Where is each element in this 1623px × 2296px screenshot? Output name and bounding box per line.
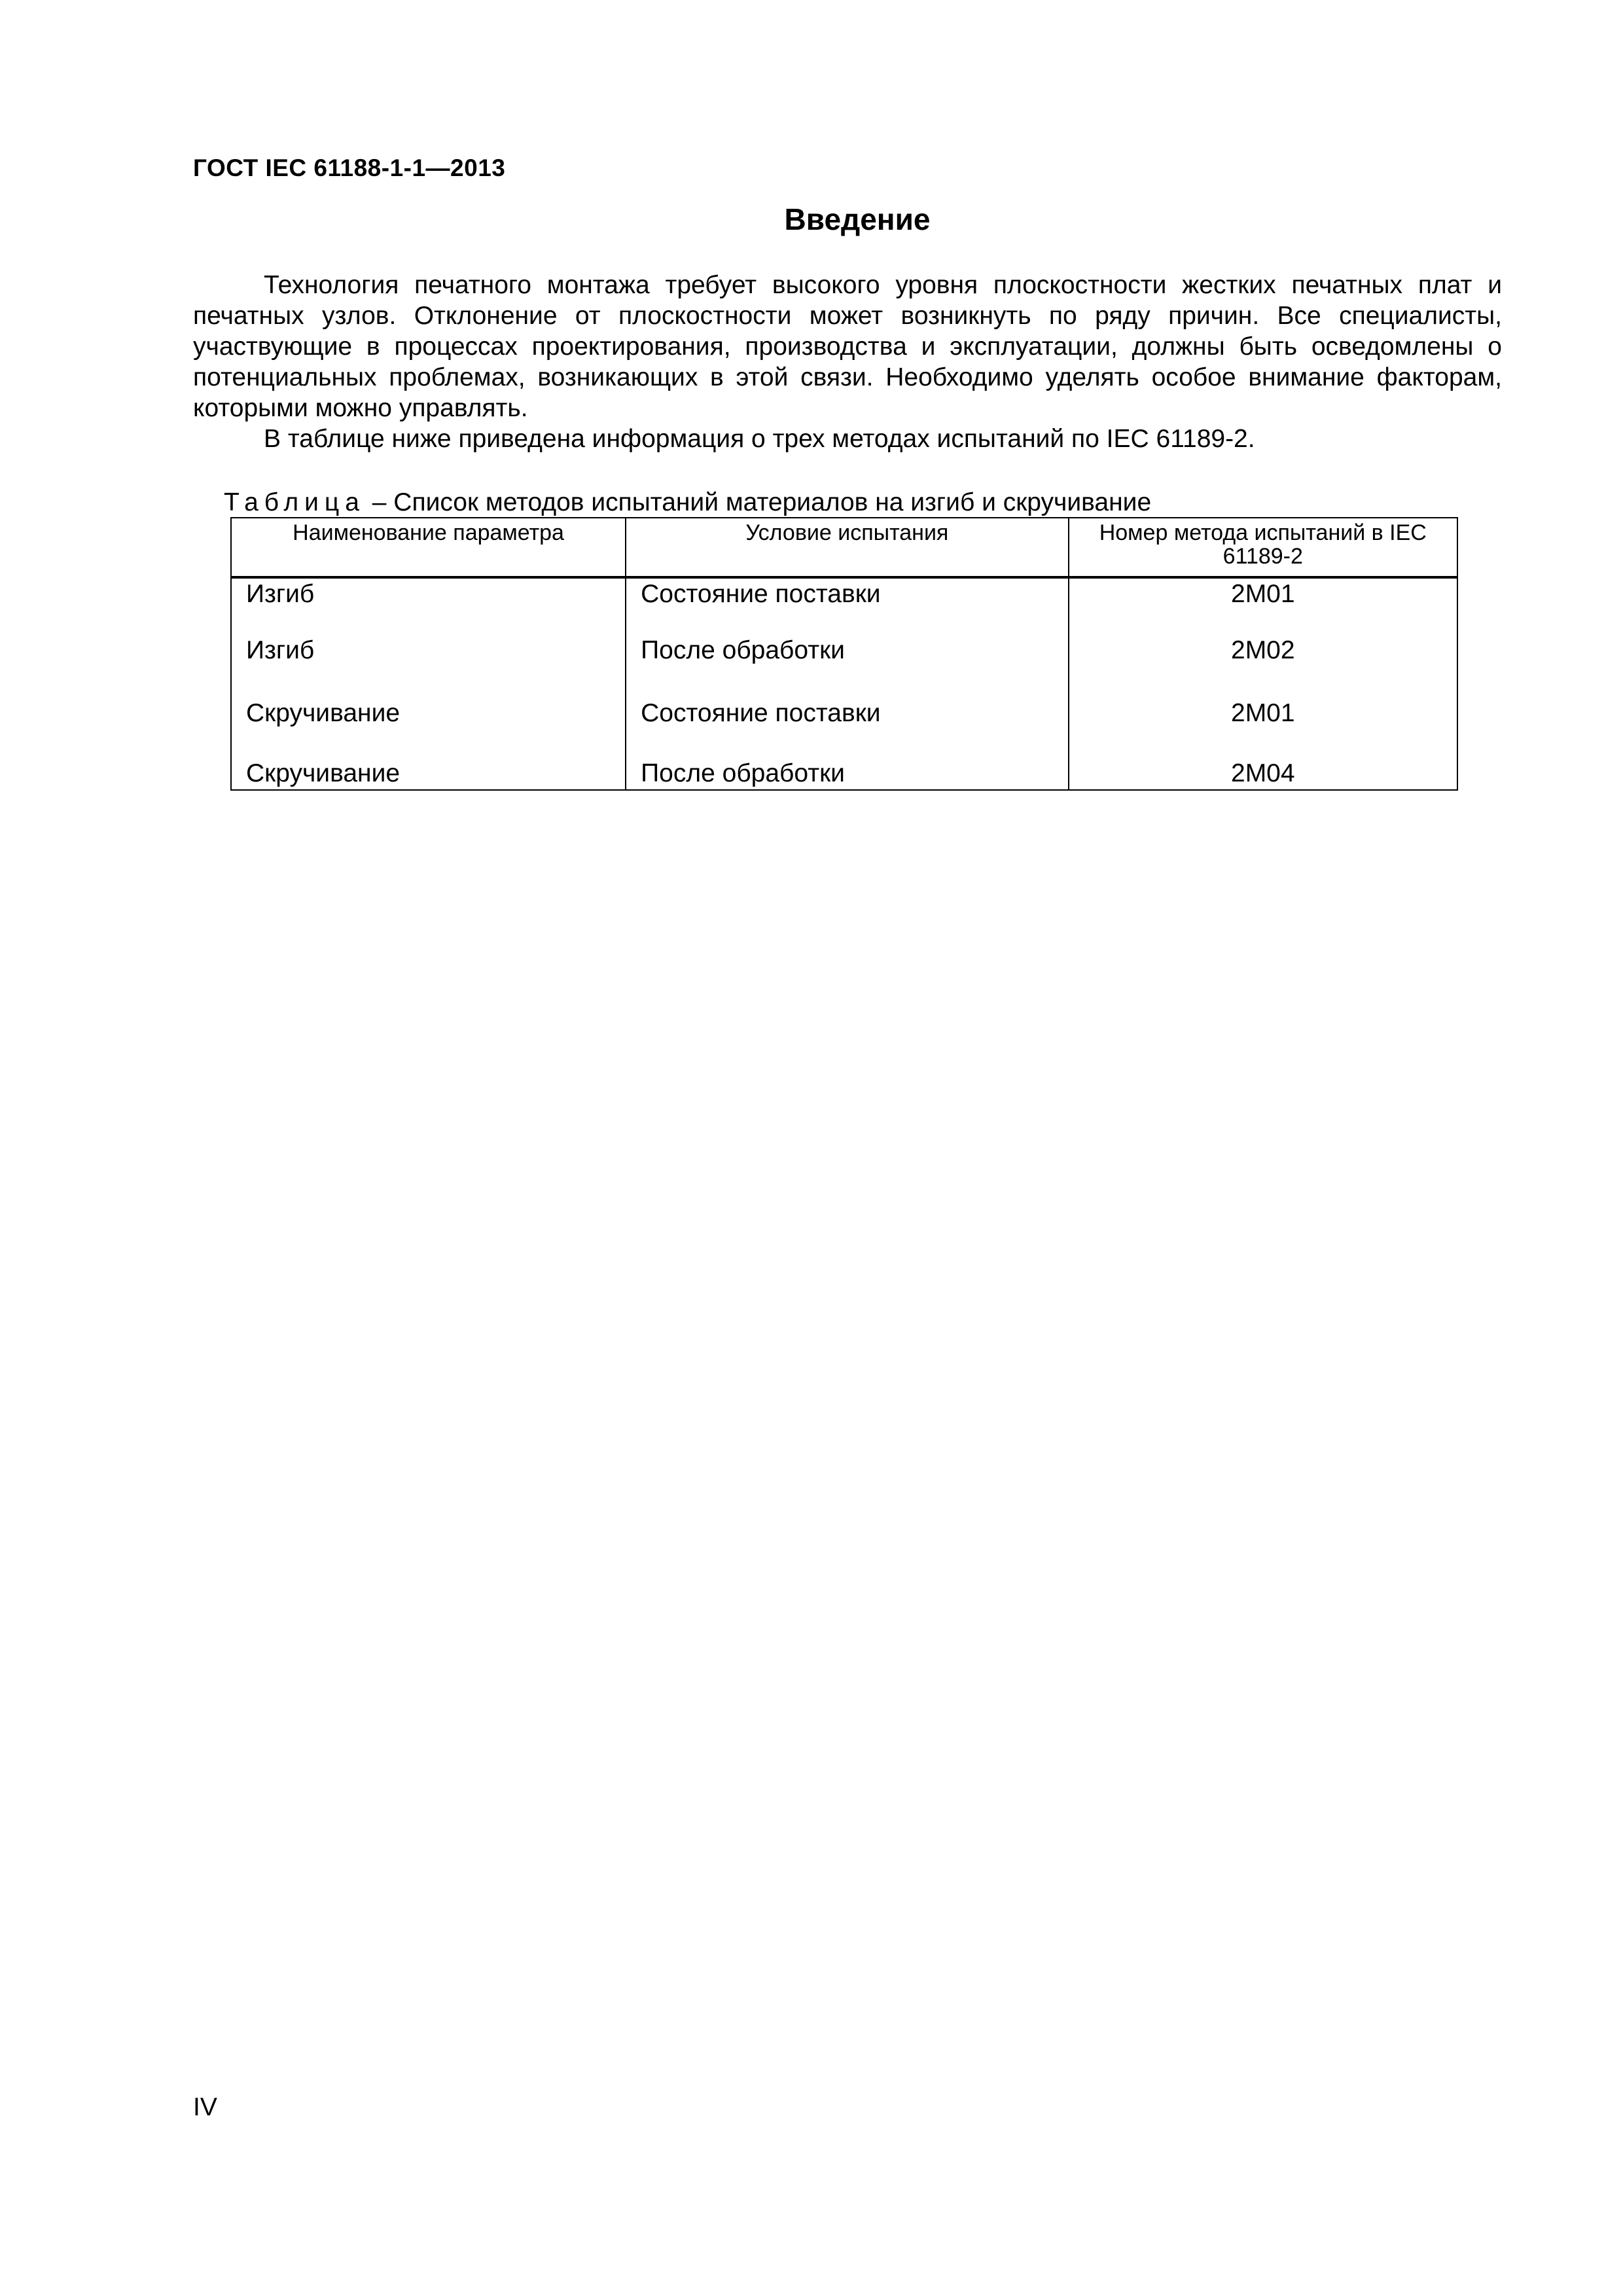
table-row (231, 619, 1457, 682)
cell-condition: Состояние поставки (626, 577, 1068, 619)
column-header-parameter: Наименование параметра (231, 518, 626, 577)
cell-condition: После обработки (626, 745, 1068, 790)
cell-method: 2M04 (1069, 745, 1457, 790)
cell-parameter: Изгиб (231, 619, 626, 682)
column-header-method: Номер метода испытаний в IEC 61189-2 (1069, 518, 1457, 577)
cell-condition: Состояние поставки (626, 682, 1068, 745)
table-header-row (231, 518, 1457, 577)
methods-table (230, 517, 1458, 791)
table-row (231, 745, 1457, 790)
paragraph: Технология печатного монтажа требует высокого уровня плоскостности жестких печатных плат и печатных узлов. Отклонение от плоскостности может возникнуть по ряду причин. Все специалисты, участвующие в процессах проектирования, производства и эксплуатации, должны быть осведомлены о потенциальных проблемах, возникающих в этой связи. Необходимо уделять особое внимание факторам, которыми можно управлять. (193, 271, 1502, 422)
table-caption-text: – Список методов испытаний материалов на изгиб и скручивание (365, 488, 1152, 516)
cell-parameter: Скручивание (231, 745, 626, 790)
page-number: IV (193, 2093, 217, 2121)
table-row (231, 682, 1457, 745)
table-row (231, 577, 1457, 619)
document-header: ГОСТ IEC 61188-1-1—2013 (193, 154, 506, 181)
cell-condition: После обработки (626, 619, 1068, 682)
cell-method: 2M01 (1069, 577, 1457, 619)
cell-parameter: Изгиб (231, 577, 626, 619)
cell-method: 2M02 (1069, 619, 1457, 682)
table-caption-label: Таблица (224, 488, 365, 516)
cell-parameter: Скручивание (231, 682, 626, 745)
body-text (193, 270, 1502, 454)
paragraph: В таблице ниже приведена информация о трех методах испытаний по IEC 61189-2. (264, 425, 1255, 453)
cell-method: 2M01 (1069, 682, 1457, 745)
section-title: Введение (784, 202, 931, 236)
column-header-condition: Условие испытания (626, 518, 1068, 577)
table-caption (224, 488, 1151, 518)
